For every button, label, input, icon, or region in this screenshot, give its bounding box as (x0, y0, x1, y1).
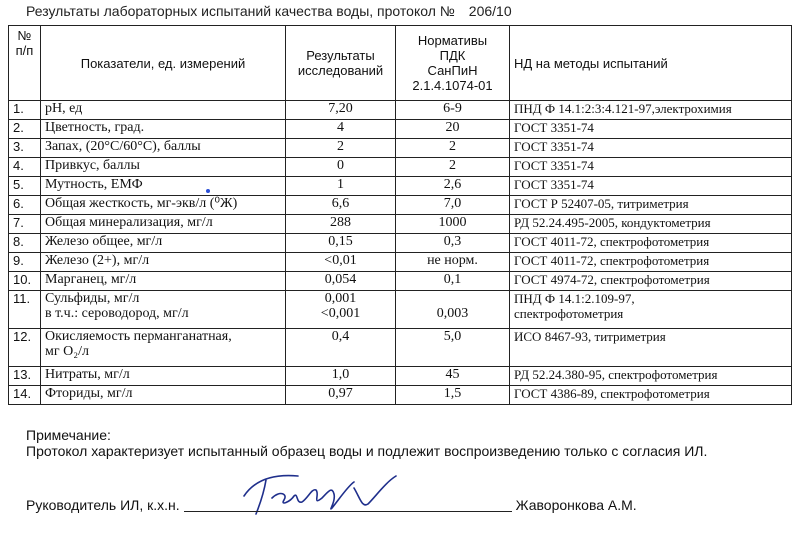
row-result: 0,15 (286, 234, 396, 253)
table-row (9, 196, 792, 215)
header-norm-line2: ПДК (439, 48, 466, 63)
row-number: 4. (9, 158, 41, 177)
table-row (9, 101, 792, 120)
row-method: ГОСТ Р 52407-05, титриметрия (510, 196, 792, 215)
table-row (9, 177, 792, 196)
row-result (286, 291, 396, 329)
protocol-number: 206/10 (468, 3, 512, 19)
row-method: ГОСТ 4011-72, спектрофотометрия (510, 234, 792, 253)
row-norm-line1 (400, 291, 505, 306)
row-method: ПНД Ф 14.1:2:3:4.121-97,электрохимия (510, 101, 792, 120)
row-indicator: Нитраты, мг/л (41, 367, 286, 386)
row-indicator-line2: в т.ч.: сероводород, мг/л (45, 306, 189, 321)
row-result: 0 (286, 158, 396, 177)
row-method: ГОСТ 4011-72, спектрофотометрия (510, 253, 792, 272)
header-number (9, 26, 41, 101)
row-number: 6. (9, 196, 41, 215)
row-result: 7,20 (286, 101, 396, 120)
table-row (9, 329, 792, 367)
row-indicator: Мутность, ЕМФ (41, 177, 286, 196)
header-norm-line3: СанПиН (427, 63, 478, 78)
row-indicator: Железо общее, мг/л (41, 234, 286, 253)
row-method-line1: ПНД Ф 14.1:2.109-97, (514, 291, 635, 306)
table-row (9, 272, 792, 291)
header-method: НД на методы испытаний (510, 26, 792, 101)
row-result-line1: 0,001 (324, 291, 357, 306)
row-indicator-line1: Сульфиды, мг/л (45, 291, 140, 306)
row-number: 14. (9, 386, 41, 405)
row-norm (396, 291, 510, 329)
row-result: 0,054 (286, 272, 396, 291)
table-row (9, 367, 792, 386)
row-number: 7. (9, 215, 41, 234)
row-number: 5. (9, 177, 41, 196)
row-method: ГОСТ 4386-89, спектрофотометрия (510, 386, 792, 405)
row-method-line2: спектрофотометрия (514, 306, 624, 321)
header-norm-line4: 2.1.4.1074-01 (412, 78, 493, 93)
table-row (9, 120, 792, 139)
protocol-title-text: Результаты лабораторных испытаний качества воды, протокол № (26, 3, 455, 19)
results-table (8, 25, 792, 405)
table-row (9, 253, 792, 272)
signature-name: Жаворонкова А.М. (515, 497, 637, 513)
row-norm: 2,6 (396, 177, 510, 196)
row-norm: 20 (396, 120, 510, 139)
row-norm: 1000 (396, 215, 510, 234)
table-row (9, 158, 792, 177)
note-text: Протокол характеризует испытанный образец воды и подлежит воспроизведению только с согласия ИЛ. (26, 443, 708, 459)
row-method: ГОСТ 3351-74 (510, 139, 792, 158)
note-heading: Примечание: (26, 427, 111, 443)
header-norm-line1: Нормативы (417, 33, 488, 48)
row-indicator: Марганец, мг/л (41, 272, 286, 291)
row-number: 3. (9, 139, 41, 158)
row-result: 4 (286, 120, 396, 139)
row-number: 10. (9, 272, 41, 291)
row-number: 1. (9, 101, 41, 120)
row-norm: 2 (396, 158, 510, 177)
table-header-row (9, 26, 792, 101)
row-result: 2 (286, 139, 396, 158)
row-method: РД 52.24.495-2005, кондуктометрия (510, 215, 792, 234)
protocol-title (26, 3, 512, 19)
row-number: 13. (9, 367, 41, 386)
row-norm: 0,1 (396, 272, 510, 291)
signature-role: Руководитель ИЛ, к.х.н. (26, 497, 180, 513)
row-norm: не норм. (396, 253, 510, 272)
row-result: 0,4 (286, 329, 396, 367)
row-method (510, 291, 792, 329)
row-result: <0,01 (286, 253, 396, 272)
row-indicator: Фториды, мг/л (41, 386, 286, 405)
row-number: 12. (9, 329, 41, 367)
row-method: ГОСТ 3351-74 (510, 158, 792, 177)
row-indicator: pH, ед (41, 101, 286, 120)
row-indicator: Общая минерализация, мг/л (41, 215, 286, 234)
row-indicator: Общая жесткость, мг-экв/л (⁰Ж) (41, 196, 286, 215)
row-method: ИСО 8467-93, титриметрия (510, 329, 792, 367)
row-number: 9. (9, 253, 41, 272)
row-indicator: Цветность, град. (41, 120, 286, 139)
table-row (9, 215, 792, 234)
header-result (286, 26, 396, 101)
row-method: ГОСТ 3351-74 (510, 120, 792, 139)
ink-dot (206, 189, 210, 193)
row-indicator-line2: мг O₂/л (45, 344, 89, 359)
row-result: 0,97 (286, 386, 396, 405)
row-number: 8. (9, 234, 41, 253)
row-norm: 6-9 (396, 101, 510, 120)
signature-line (26, 497, 637, 513)
row-norm: 45 (396, 367, 510, 386)
row-result: 6,6 (286, 196, 396, 215)
row-method: РД 52.24.380-95, спектрофотометрия (510, 367, 792, 386)
row-result: 1 (286, 177, 396, 196)
header-number-line2: п/п (15, 43, 34, 58)
row-norm: 5,0 (396, 329, 510, 367)
row-result: 1,0 (286, 367, 396, 386)
table-row (9, 234, 792, 253)
row-indicator: Железо (2+), мг/л (41, 253, 286, 272)
row-method: ГОСТ 3351-74 (510, 177, 792, 196)
row-norm-line2: 0,003 (436, 306, 469, 321)
row-result-line2: <0,001 (320, 306, 361, 321)
row-indicator (41, 329, 286, 367)
row-indicator: Запах, (20°C/60°C), баллы (41, 139, 286, 158)
row-indicator-line1: Окисляемость перманганатная, (45, 329, 232, 344)
signature-underline (184, 511, 512, 512)
row-result: 288 (286, 215, 396, 234)
header-norm (396, 26, 510, 101)
header-result-line1: Результаты (306, 48, 375, 63)
table-row (9, 291, 792, 329)
row-norm: 7,0 (396, 196, 510, 215)
row-number: 2. (9, 120, 41, 139)
header-result-line2: исследований (297, 63, 384, 78)
row-norm: 2 (396, 139, 510, 158)
header-number-line1: № (17, 28, 32, 43)
row-method: ГОСТ 4974-72, спектрофотометрия (510, 272, 792, 291)
header-indicator: Показатели, ед. измерений (41, 26, 286, 101)
row-indicator: Привкус, баллы (41, 158, 286, 177)
table-row (9, 139, 792, 158)
table-row (9, 386, 792, 405)
row-indicator (41, 291, 286, 329)
row-norm: 0,3 (396, 234, 510, 253)
row-norm: 1,5 (396, 386, 510, 405)
row-number: 11. (9, 291, 41, 329)
